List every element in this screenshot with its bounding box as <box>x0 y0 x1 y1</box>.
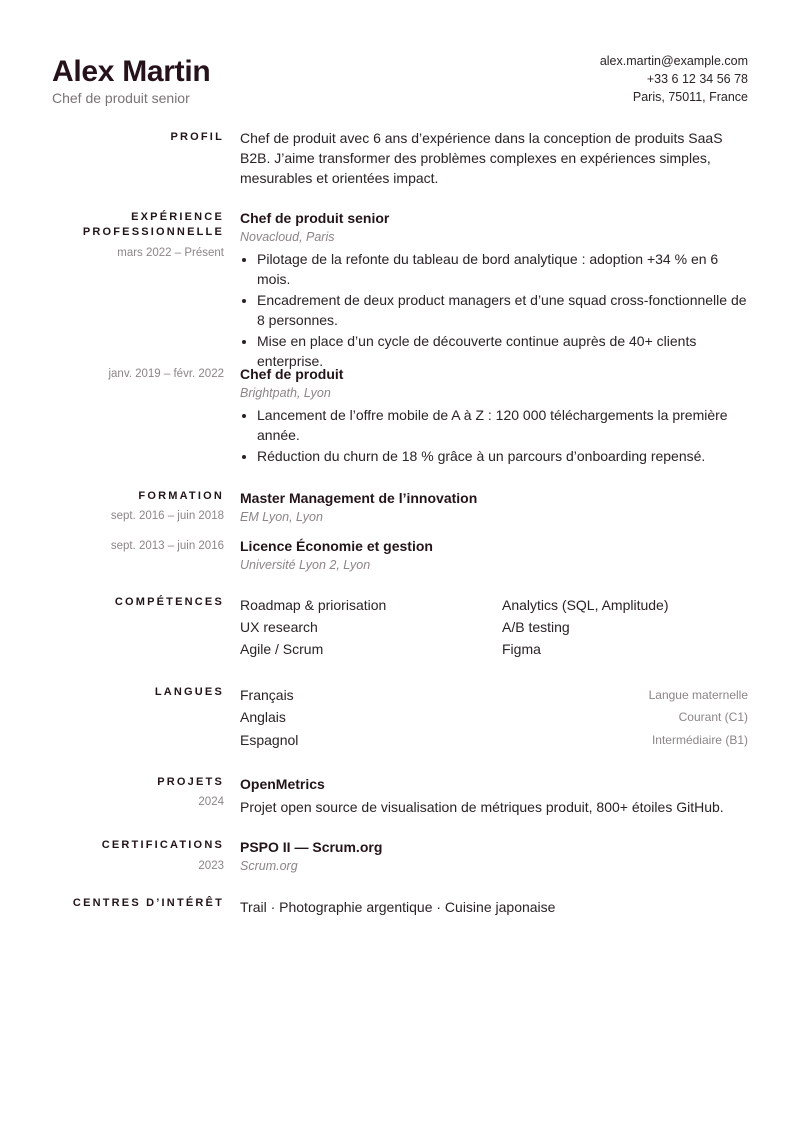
language-level: Courant (C1) <box>678 710 748 724</box>
skill-item: Agile / Scrum <box>240 641 324 657</box>
job-bullets <box>240 249 750 371</box>
section-label-competences: COMPÉTENCES <box>114 596 224 608</box>
candidate-title: Chef de produit senior <box>52 90 190 106</box>
job-bullet: • Réduction du churn de 18 % grâce à un parcours d’onboarding repensé. <box>257 446 750 466</box>
profil-text: Chef de produit avec 6 ans d’expérience dans la conception de produits SaaS B2B. J’aime transformer des problèmes complexes en expériences simples, mesurables et orientées impact. <box>240 130 723 186</box>
skill-item: Analytics (SQL, Amplitude) <box>502 597 669 613</box>
formation-school: EM Lyon, Lyon <box>240 510 323 524</box>
job-bullet: • Pilotage de la refonte du tableau de bord analytique : adoption +34 % en 6 mois. <box>257 249 750 289</box>
section-label-certifications: CERTIFICATIONS <box>101 839 224 851</box>
job-bullet: • Encadrement de deux product managers et d’une squad cross-fonctionnelle de 8 personnes. <box>257 290 750 330</box>
skill-item: Figma <box>502 641 541 657</box>
formation-title: Licence Économie et gestion <box>240 538 433 554</box>
language-level: Intermédiaire (B1) <box>651 733 748 747</box>
section-label-interets: CENTRES D’INTÉRÊT <box>72 897 224 909</box>
certification-issuer: Scrum.org <box>240 859 298 873</box>
job-entry <box>240 365 750 467</box>
job-bullet: • Mise en place d’un cycle de découverte continue auprès de 40+ clients enterprise. <box>257 331 750 371</box>
job-title: Chef de produit <box>240 366 344 382</box>
language-row <box>240 685 748 705</box>
project-description: Projet open source de visualisation de métriques produit, 800+ étoiles GitHub. <box>240 799 724 815</box>
interests-text: Trail · Photographie argentique · Cuisine japonaise <box>240 899 556 915</box>
formation-title: Master Management de l’innovation <box>240 490 478 506</box>
section-label-formation: FORMATION <box>138 490 224 502</box>
formation-entry <box>240 489 750 526</box>
contact-phone[interactable]: +33 6 12 34 56 78 <box>646 72 748 86</box>
job-entry <box>240 209 750 372</box>
project-entry <box>240 775 750 817</box>
language-name: Espagnol <box>240 732 299 748</box>
job-company: Novacloud, Paris <box>240 230 335 244</box>
skill-item: UX research <box>240 619 318 635</box>
job-company: Brightpath, Lyon <box>240 386 331 400</box>
formation-date: sept. 2013 – juin 2016 <box>110 540 224 552</box>
section-label-experience-2: PROFESSIONNELLE <box>82 226 224 238</box>
contact-block <box>600 52 748 106</box>
job-bullet: • Lancement de l’offre mobile de A à Z : 120 000 téléchargements la première année. <box>257 405 750 445</box>
contact-location: Paris, 75011, France <box>632 90 748 104</box>
project-date: 2024 <box>198 796 224 808</box>
language-name: Anglais <box>240 709 286 725</box>
resume-header <box>52 52 748 112</box>
language-row <box>240 707 748 727</box>
job-bullets <box>240 405 750 466</box>
language-row <box>240 730 748 750</box>
language-level: Langue maternelle <box>648 688 748 702</box>
certification-date: 2023 <box>198 860 224 872</box>
job-date: janv. 2019 – févr. 2022 <box>108 368 224 380</box>
certification-entry <box>240 838 750 875</box>
language-name: Français <box>240 687 294 703</box>
project-title: OpenMetrics <box>240 776 325 792</box>
skill-item: Roadmap & priorisation <box>240 597 387 613</box>
section-label-profil: PROFIL <box>170 131 224 143</box>
formation-date: sept. 2016 – juin 2018 <box>110 510 224 522</box>
candidate-name: Alex Martin <box>52 55 211 88</box>
contact-email[interactable]: alex.martin@example.com <box>599 54 748 68</box>
skill-item: A/B testing <box>502 619 570 635</box>
formation-school: Université Lyon 2, Lyon <box>240 558 371 572</box>
section-label-projets: PROJETS <box>157 776 224 788</box>
certification-title: PSPO II — Scrum.org <box>240 839 383 855</box>
job-title: Chef de produit senior <box>240 210 390 226</box>
job-date: mars 2022 – Présent <box>117 247 224 259</box>
formation-entry <box>240 537 750 574</box>
section-label-experience-1: EXPÉRIENCE <box>131 211 224 223</box>
section-label-langues: LANGUES <box>154 686 224 698</box>
